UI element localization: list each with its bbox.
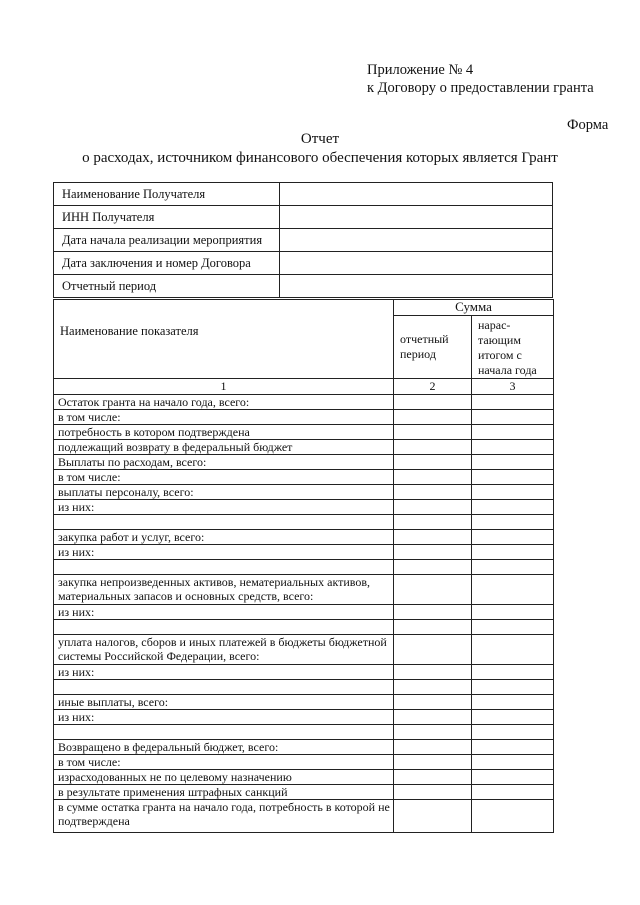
reporting-period-cell[interactable] (394, 470, 472, 485)
report-row (54, 740, 554, 755)
indicator-name: закупка непроизведенных активов, нематериальных активов, материальных запасов и основных средств, всего: (54, 575, 394, 605)
indicator-name (54, 620, 394, 635)
report-row (54, 485, 554, 500)
cumulative-line1: нарас- (478, 318, 511, 332)
report-row (54, 500, 554, 515)
cumulative-cell[interactable] (472, 665, 554, 680)
report-row (54, 455, 554, 470)
report-row (54, 695, 554, 710)
reporting-period-cell[interactable] (394, 755, 472, 770)
indicator-name: подлежащий возврату в федеральный бюджет (54, 440, 394, 455)
reporting-period-cell[interactable] (394, 770, 472, 785)
info-row (54, 206, 553, 229)
form-label: Форма (567, 117, 609, 133)
reporting-period-cell[interactable] (394, 800, 472, 833)
reporting-period-cell[interactable] (394, 455, 472, 470)
info-value-cell[interactable] (280, 275, 553, 298)
cumulative-cell[interactable] (472, 560, 554, 575)
info-label: Отчетный период (54, 275, 280, 298)
indicator-name: закупка работ и услуг, всего: (54, 530, 394, 545)
cumulative-cell[interactable] (472, 515, 554, 530)
cumulative-cell[interactable] (472, 455, 554, 470)
reporting-period-header (394, 316, 472, 379)
cumulative-header (472, 316, 554, 379)
report-row (54, 440, 554, 455)
report-row (54, 410, 554, 425)
indicator-name (54, 725, 394, 740)
cumulative-cell[interactable] (472, 710, 554, 725)
indicator-name (54, 560, 394, 575)
report-row (54, 530, 554, 545)
reporting-period-cell[interactable] (394, 560, 472, 575)
col-number-3: 3 (472, 379, 554, 395)
cumulative-cell[interactable] (472, 605, 554, 620)
info-label: Дата начала реализации мероприятия (54, 229, 280, 252)
report-row (54, 575, 554, 605)
reporting-period-cell[interactable] (394, 740, 472, 755)
report-row (54, 470, 554, 485)
report-row (54, 635, 554, 665)
info-label: ИНН Получателя (54, 206, 280, 229)
reporting-period-cell[interactable] (394, 605, 472, 620)
report-row (54, 800, 554, 833)
cumulative-cell[interactable] (472, 695, 554, 710)
cumulative-cell[interactable] (472, 485, 554, 500)
indicator-name (54, 680, 394, 695)
reporting-period-cell[interactable] (394, 395, 472, 410)
expense-report-table (53, 299, 554, 833)
reporting-period-cell[interactable] (394, 620, 472, 635)
report-subtitle: о расходах, источником финансового обеспечения которых является Грант (82, 150, 558, 166)
report-row (54, 725, 554, 740)
cumulative-line4: начала года (478, 363, 537, 377)
report-row (54, 710, 554, 725)
cumulative-cell[interactable] (472, 755, 554, 770)
reporting-period-cell[interactable] (394, 695, 472, 710)
cumulative-cell[interactable] (472, 395, 554, 410)
report-row (54, 560, 554, 575)
cumulative-cell[interactable] (472, 440, 554, 455)
indicator-name: Выплаты по расходам, всего: (54, 455, 394, 470)
indicator-name (54, 515, 394, 530)
indicator-name: в том числе: (54, 755, 394, 770)
info-value-cell[interactable] (280, 229, 553, 252)
reporting-period-cell[interactable] (394, 710, 472, 725)
cumulative-cell[interactable] (472, 425, 554, 440)
cumulative-cell[interactable] (472, 785, 554, 800)
recipient-info-table (53, 182, 553, 298)
report-row (54, 605, 554, 620)
reporting-period-cell[interactable] (394, 785, 472, 800)
indicator-name: из них: (54, 710, 394, 725)
reporting-period-cell[interactable] (394, 665, 472, 680)
indicator-name: из них: (54, 605, 394, 620)
indicator-name: в том числе: (54, 410, 394, 425)
reporting-period-cell[interactable] (394, 425, 472, 440)
cumulative-line3: итогом с (478, 348, 522, 362)
info-value-cell[interactable] (280, 252, 553, 275)
reporting-period-cell[interactable] (394, 530, 472, 545)
report-row (54, 515, 554, 530)
report-row (54, 785, 554, 800)
cumulative-cell[interactable] (472, 635, 554, 665)
col-number-1: 1 (54, 379, 394, 395)
report-row (54, 620, 554, 635)
reporting-period-cell[interactable] (394, 635, 472, 665)
indicator-name: в том числе: (54, 470, 394, 485)
reporting-period-cell[interactable] (394, 440, 472, 455)
report-row (54, 425, 554, 440)
cumulative-cell[interactable] (472, 680, 554, 695)
info-value-cell[interactable] (280, 183, 553, 206)
indicator-name: из них: (54, 665, 394, 680)
cumulative-cell[interactable] (472, 740, 554, 755)
reporting-period-cell[interactable] (394, 680, 472, 695)
info-label: Наименование Получателя (54, 183, 280, 206)
report-row (54, 770, 554, 785)
cumulative-cell[interactable] (472, 725, 554, 740)
reporting-period-cell[interactable] (394, 725, 472, 740)
report-row (54, 755, 554, 770)
cumulative-line2: тающим (478, 333, 521, 347)
report-row (54, 680, 554, 695)
cumulative-cell[interactable] (472, 470, 554, 485)
reporting-period-line2: период (400, 347, 436, 361)
cumulative-cell[interactable] (472, 575, 554, 605)
indicator-name: из них: (54, 500, 394, 515)
reporting-period-cell[interactable] (394, 545, 472, 560)
report-row (54, 545, 554, 560)
indicator-name: в результате применения штрафных санкций (54, 785, 394, 800)
info-row (54, 275, 553, 298)
indicator-name: выплаты персоналу, всего: (54, 485, 394, 500)
reporting-period-cell[interactable] (394, 500, 472, 515)
indicator-name-header: Наименование показателя (54, 300, 394, 379)
info-row (54, 229, 553, 252)
reporting-period-cell[interactable] (394, 515, 472, 530)
indicator-name: Остаток гранта на начало года, всего: (54, 395, 394, 410)
col-number-2: 2 (394, 379, 472, 395)
cumulative-cell[interactable] (472, 770, 554, 785)
indicator-name: из них: (54, 545, 394, 560)
indicator-name: Возвращено в федеральный бюджет, всего: (54, 740, 394, 755)
cumulative-cell[interactable] (472, 620, 554, 635)
indicator-name: потребность в котором подтверждена (54, 425, 394, 440)
appendix-number: Приложение № 4 (367, 62, 474, 78)
indicator-name: иные выплаты, всего: (54, 695, 394, 710)
cumulative-cell[interactable] (472, 500, 554, 515)
indicator-name: уплата налогов, сборов и иных платежей в бюджеты бюджетной системы Российской Федерации, всего: (54, 635, 394, 665)
report-title: Отчет (300, 131, 340, 147)
cumulative-cell[interactable] (472, 545, 554, 560)
sum-header: Сумма (394, 300, 554, 316)
info-row (54, 252, 553, 275)
cumulative-cell[interactable] (472, 530, 554, 545)
cumulative-cell[interactable] (472, 410, 554, 425)
reporting-period-line1: отчетный (400, 332, 449, 346)
reporting-period-cell[interactable] (394, 485, 472, 500)
report-row (54, 665, 554, 680)
info-value-cell[interactable] (280, 206, 553, 229)
appendix-subtitle: к Договору о предоставлении гранта (367, 80, 594, 96)
cumulative-cell[interactable] (472, 800, 554, 833)
info-row (54, 183, 553, 206)
report-row (54, 395, 554, 410)
indicator-name: в сумме остатка гранта на начало года, потребность в которой не подтверждена (54, 800, 394, 833)
reporting-period-cell[interactable] (394, 410, 472, 425)
info-label: Дата заключения и номер Договора (54, 252, 280, 275)
reporting-period-cell[interactable] (394, 575, 472, 605)
indicator-name: израсходованных не по целевому назначению (54, 770, 394, 785)
